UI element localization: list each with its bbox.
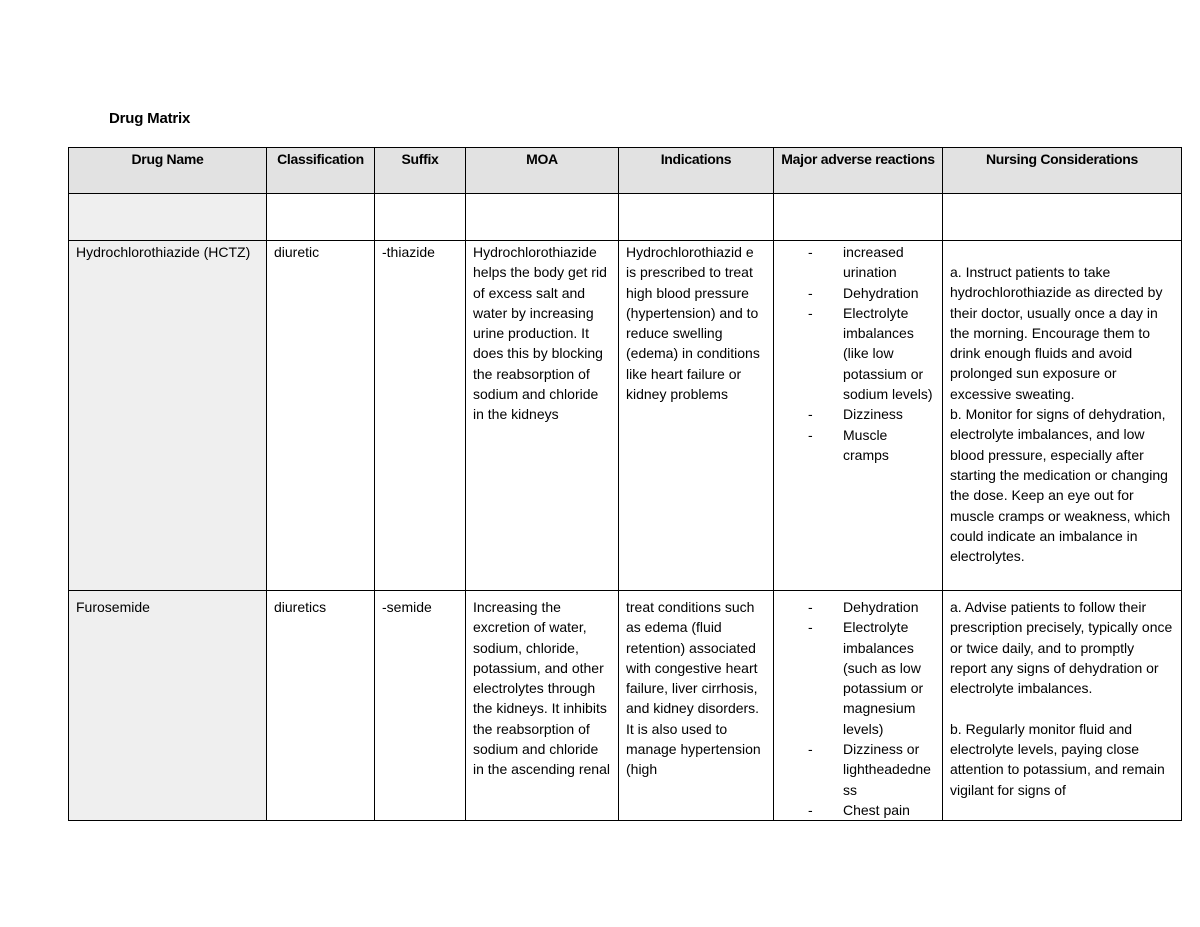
adverse-reactions-cell: [774, 241, 943, 591]
header-classification: Classification: [267, 148, 375, 194]
empty-cell: [774, 194, 943, 241]
empty-row: [69, 194, 1182, 241]
drug-matrix-table: [68, 147, 1182, 821]
empty-cell: [943, 194, 1182, 241]
drug-name-cell: Furosemide: [69, 591, 267, 821]
list-item: - Dizziness or lightheadedne ss: [808, 739, 935, 800]
list-item: - Muscle cramps: [808, 425, 935, 466]
empty-cell: [375, 194, 466, 241]
page-title: Drug Matrix: [109, 110, 191, 127]
suffix-cell: -thiazide: [375, 241, 466, 591]
list-item: - Dehydration: [808, 283, 935, 303]
header-moa: MOA: [466, 148, 619, 194]
moa-cell: Increasing the excretion of water, sodium, chloride, potassium, and other electrolytes through the kidneys. It inhibits the reabsorption of sodium and chloride in the ascending renal: [466, 591, 619, 821]
indications-cell: Hydrochlorothiazid e is prescribed to treat high blood pressure (hypertension) and to reduce swelling (edema) in conditions like heart failure or kidney problems: [619, 241, 774, 591]
empty-cell: [466, 194, 619, 241]
drug-name-cell: Hydrochlorothiazide (HCTZ): [69, 241, 267, 591]
adverse-reactions-list: [781, 597, 935, 820]
nursing-considerations-cell: [943, 591, 1182, 821]
list-item: - increased urination: [808, 242, 935, 283]
header-indications: Indications: [619, 148, 774, 194]
adverse-reactions-cell: [774, 591, 943, 821]
list-item: - Dizziness: [808, 404, 935, 424]
header-drug-name: Drug Name: [69, 148, 267, 194]
table-row: [69, 591, 1182, 821]
table-row: [69, 241, 1182, 591]
adverse-reactions-list: [781, 242, 935, 465]
empty-cell: [69, 194, 267, 241]
classification-cell: diuretics: [267, 591, 375, 821]
header-nursing-considerations: Nursing Considerations: [943, 148, 1182, 194]
list-item: - Chest pain: [808, 800, 935, 820]
header-row: [69, 148, 1182, 194]
indications-cell: treat conditions such as edema (fluid retention) associated with congestive heart failure, liver cirrhosis, and kidney disorders. It is also used to manage hypertension (high: [619, 591, 774, 821]
nursing-considerations-text: a. Instruct patients to take hydrochlorothiazide as directed by their doctor, usually once a day in the morning. Encourage them to drink enough fluids and avoid prolonged sun exposure or excessive sweating. b. Monitor for signs of dehydration, electrolyte imbalances, and low blood pressure, especially after starting the medication or changing the dose. Keep an eye out for muscle cramps or weakness, which could indicate an imbalance in electrolytes.: [950, 264, 1171, 565]
list-item: - Dehydration: [808, 597, 935, 617]
empty-cell: [267, 194, 375, 241]
classification-cell: diuretic: [267, 241, 375, 591]
list-item: - Electrolyte imbalances (like low potassium or sodium levels): [808, 303, 935, 404]
moa-cell: Hydrochlorothiazide helps the body get rid of excess salt and water by increasing urine production. It does this by blocking the reabsorption of sodium and chloride in the kidneys: [466, 241, 619, 591]
list-item: - Electrolyte imbalances (such as low potassium or magnesium levels): [808, 617, 935, 739]
header-suffix: Suffix: [375, 148, 466, 194]
suffix-cell: -semide: [375, 591, 466, 821]
nursing-considerations-text: a. Advise patients to follow their prescription precisely, typically once or twice daily, and to promptly report any signs of dehydration or electrolyte imbalances. b. Regularly monitor fluid and electrolyte levels, paying close attention to potassium, and remain vigilant for signs of: [950, 599, 1173, 798]
nursing-considerations-cell: [943, 241, 1182, 591]
header-adverse-reactions: Major adverse reactions: [774, 148, 943, 194]
empty-cell: [619, 194, 774, 241]
